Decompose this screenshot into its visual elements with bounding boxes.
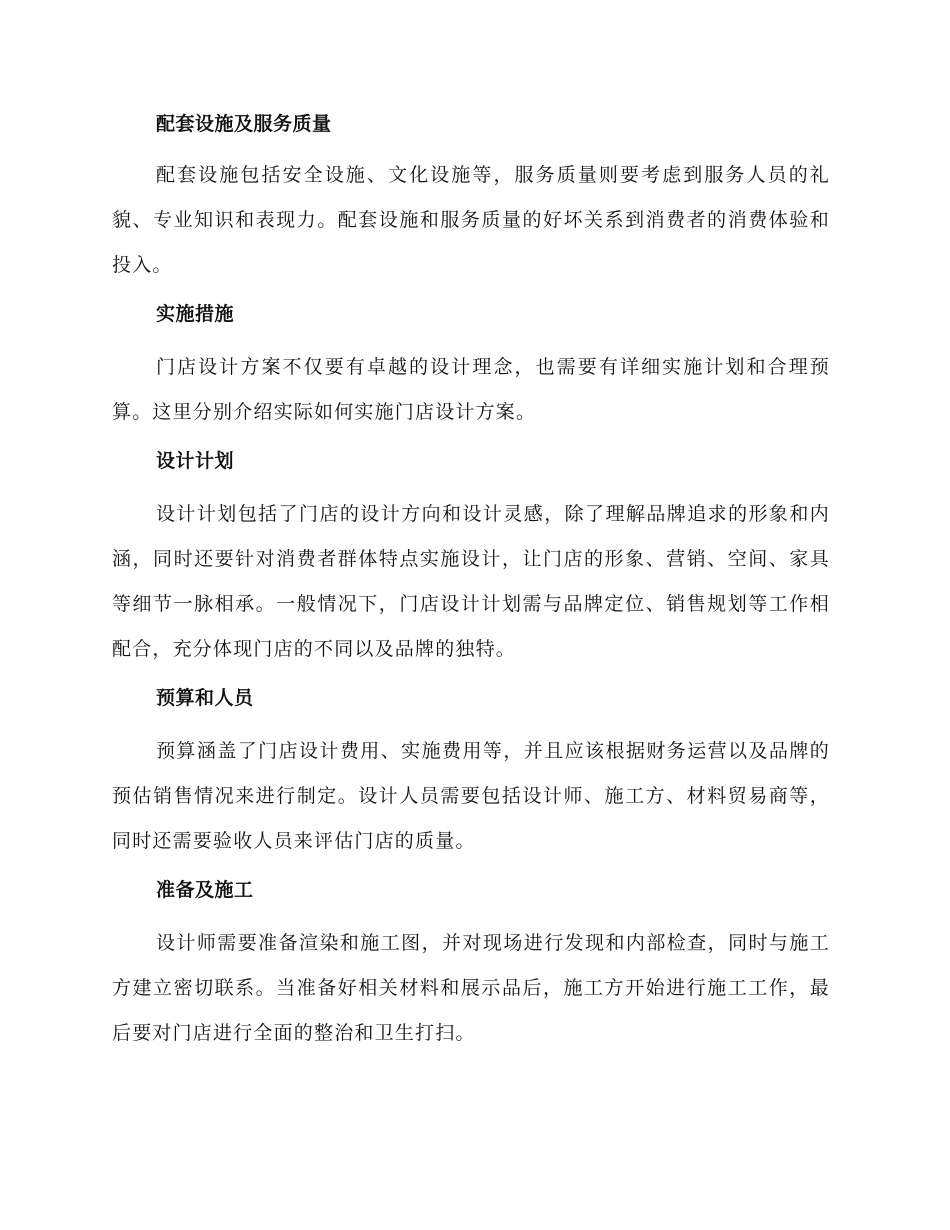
document-page [112, 110, 830, 1068]
section-paragraph: 设计计划包括了门店的设计方向和设计灵感，除了理解品牌追求的形象和内涵，同时还要针对消费者群体特点实施设计，让门店的形象、营销、空间、家具等细节一脉相承。一般情况下，门店设计计划需与品牌定位、销售规划等工作相配合，充分体现门店的不同以及品牌的独特。 [112, 503, 830, 660]
section-paragraph: 设计师需要准备渲染和施工图，并对现场进行发现和内部检查，同时与施工方建立密切联系。当准备好相关材料和展示品后，施工方开始进行施工工作，最后要对门店进行全面的整治和卫生打扫。 [112, 932, 830, 1044]
section-design-plan [112, 447, 830, 672]
section-paragraph: 配套设施包括安全设施、文化设施等，服务质量则要考虑到服务人员的礼貌、专业知识和表现力。配套设施和服务质量的好坏关系到消费者的消费体验和投入。 [112, 164, 830, 276]
section-facilities-service [112, 110, 830, 288]
section-paragraph: 门店设计方案不仅要有卓越的设计理念，也需要有详细实施计划和合理预算。这里分别介绍实际如何实施门店设计方案。 [112, 356, 830, 423]
section-heading: 配套设施及服务质量 [156, 113, 332, 135]
section-budget-staff [112, 684, 830, 864]
section-heading: 准备及施工 [156, 879, 254, 901]
section-heading: 设计计划 [156, 450, 235, 472]
section-preparation-construction [112, 876, 830, 1056]
section-paragraph: 预算涵盖了门店设计费用、实施费用等，并且应该根据财务运营以及品牌的预估销售情况来进行制定。设计人员需要包括设计师、施工方、材料贸易商等，同时还需要验收人员来评估门店的质量。 [112, 740, 830, 852]
section-heading: 预算和人员 [156, 687, 254, 709]
section-heading: 实施措施 [156, 303, 235, 325]
section-implementation [112, 300, 830, 435]
